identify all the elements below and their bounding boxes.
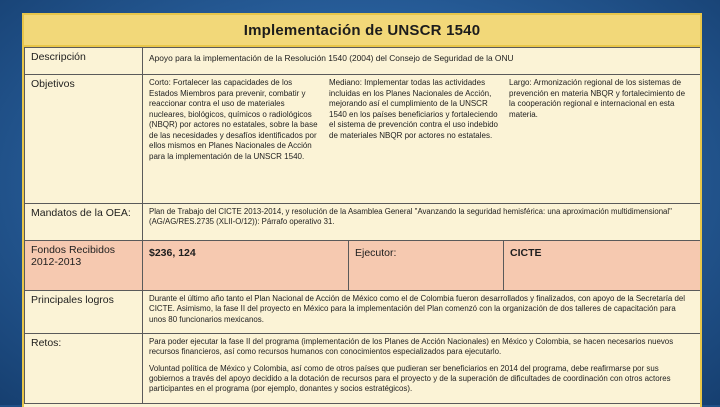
objetivos-label: Objetivos <box>25 75 143 204</box>
table-row-logros <box>25 291 701 334</box>
mandatos-text: Plan de Trabajo del CICTE 2013-2014, y resolución de la Asamblea General "Avanzando la seguridad hemisférica: una aproximación multidimensional" (AG/AG/RES.2735 (XLII-O/12)): Párrafo operativo 31. <box>143 204 701 241</box>
table-row-descripcion <box>25 48 701 75</box>
descripcion-text: Apoyo para la implementación de la Resolución 1540 (2004) del Consejo de Seguridad de la ONU <box>143 48 701 75</box>
retos-text-1: Para poder ejecutar la fase II del programa (implementación de los Planes de Acción Nacionales) en México y Colombia, se hacen necesarios nuevos recursos financieros, así como recursos humanos con conocimientos especializados para ejecutarlo. <box>149 337 674 357</box>
fondos-label: Fondos Recibidos 2012-2013 <box>25 241 143 291</box>
project-table <box>24 47 701 404</box>
retos-cell <box>143 334 701 404</box>
table-row-retos <box>25 334 701 404</box>
ejecutor-label: Ejecutor: <box>349 241 504 291</box>
objetivos-cell <box>143 75 701 204</box>
slide-panel <box>22 13 702 407</box>
table-row-objetivos <box>25 75 701 204</box>
ejecutor-value: CICTE <box>504 241 701 291</box>
table-row-mandatos <box>25 204 701 241</box>
table-row-fondos <box>25 241 701 291</box>
objetivo-mediano: Mediano: Implementar todas las actividades incluidas en los Planes Nacionales de Acción, mejorando así el cumplimiento de la UNSCR 1540 en los países beneficiarios y fortaleciendo el sistema de prevención contra el uso indebido de materiales NBQR por actores no estatales. <box>329 78 498 140</box>
objetivo-largo: Largo: Armonización regional de los sistemas de prevención en materia NBQR y fortalecimiento de la cooperación regional e internacional en esta materia. <box>509 78 686 119</box>
fondos-amount: $236, 124 <box>143 241 349 291</box>
logros-label: Principales logros <box>25 291 143 334</box>
mandatos-label: Mandatos de la OEA: <box>25 204 143 241</box>
retos-text-2: Voluntad política de México y Colombia, así como de otros países que pudieran ser beneficiarios en 2014 del programa, debe reafirmarse por sus gobiernos a través del apoyo decidido a la dotación de recursos para el proyecto y de la superación de dificultades de coordinación con otros actores participantes en el programa (por ejemplo, donantes y socios estratégicos). <box>149 363 671 394</box>
descripcion-label: Descripción <box>25 48 143 75</box>
slide-title: Implementación de UNSCR 1540 <box>24 15 700 47</box>
retos-label: Retos: <box>25 334 143 404</box>
logros-text: Durante el último año tanto el Plan Nacional de Acción de México como el de Colombia fueron desarrollados y finalizados, con apoyo de la Secretaría del CICTE. Asimismo, la fase II del proyecto en México para la implementación del Plan comenzó con la organización de dos talleres de capacitación para unos 80 funcionarios mexicanos. <box>143 291 701 334</box>
objetivo-corto: Corto: Fortalecer las capacidades de los Estados Miembros para prevenir, combatir y reaccionar contra el uso de materiales nucleares, biológicos, químicos o radiológicos (NBQR) por actores no estatales, sobre la base de las necesidades y desafíos identificados por ellos mismos en Planes Nacionales de Acción para la implementación de la UNSCR 1540. <box>149 78 318 161</box>
